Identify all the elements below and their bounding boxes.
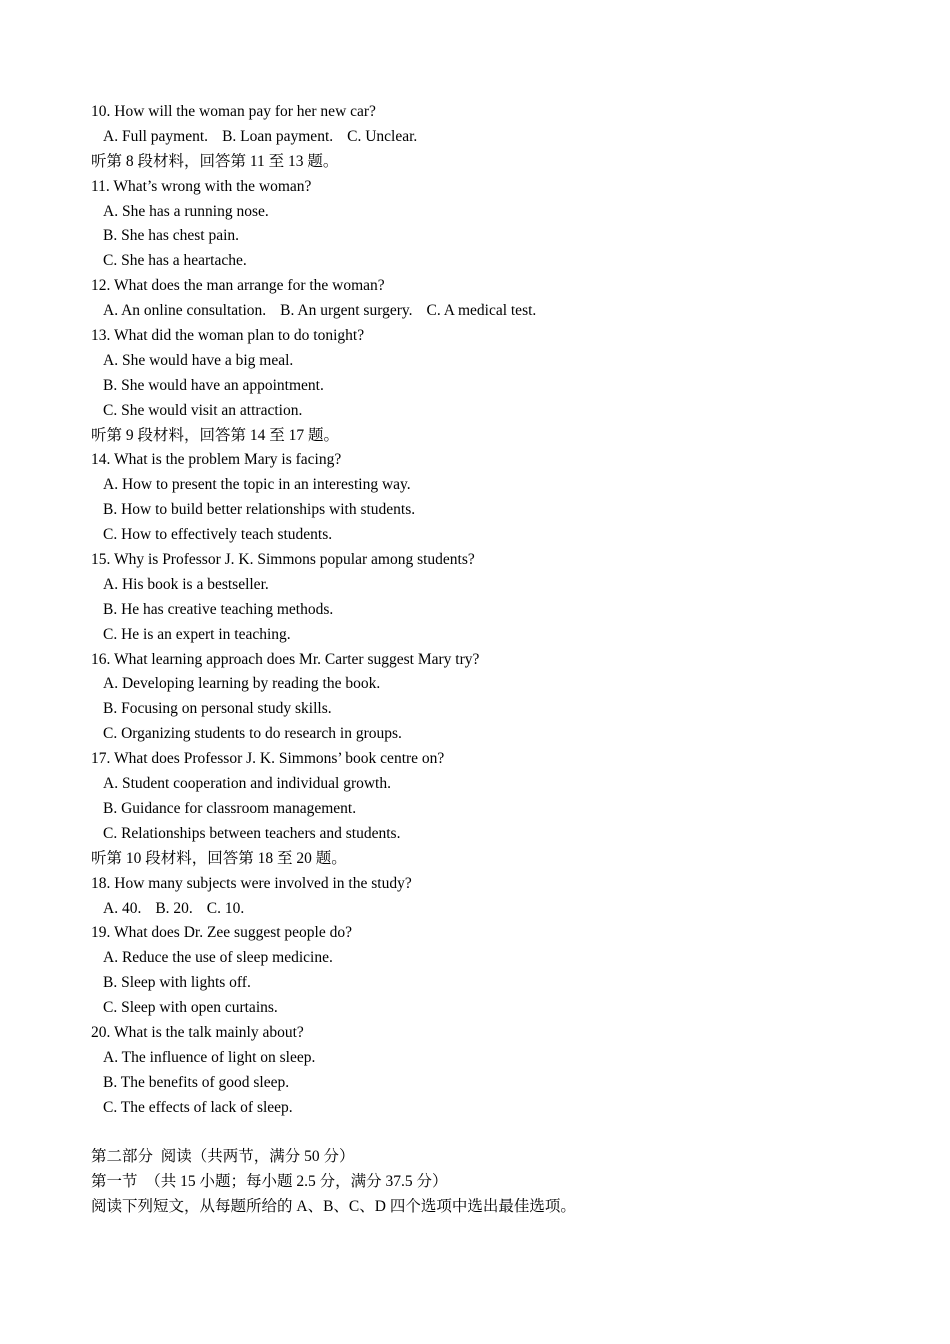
option-c: C. She has a heartache. — [103, 252, 247, 270]
option-a: A. How to present the topic in an interesting way. — [103, 476, 411, 494]
question-15-stem: 15. Why is Professor J. K. Simmons popular among students? — [91, 551, 475, 569]
question-16-stem: 16. What learning approach does Mr. Carter suggest Mary try? — [91, 650, 480, 668]
option-c: C. Relationships between teachers and students. — [103, 824, 401, 842]
part-2-instruction: 阅读下列短文，从每题所给的 A、B、C、D 四个选项中选出最佳选项。 — [91, 1198, 576, 1216]
option-c: C. How to effectively teach students. — [103, 526, 333, 544]
question-17-stem: 17. What does Professor J. K. Simmons’ book centre on? — [91, 750, 445, 768]
blank-line — [91, 1121, 911, 1146]
question-18-options — [91, 897, 911, 922]
option-a: A. The influence of light on sleep. — [103, 1048, 316, 1066]
question-10-stem: 10. How will the woman pay for her new car? — [91, 103, 376, 120]
option-b: B. Loan payment. — [222, 127, 334, 145]
option-b: B. She has chest pain. — [103, 227, 240, 245]
option-b: B. Focusing on personal study skills. — [103, 700, 332, 718]
section-8-instruction: 听第 8 段材料，回答第 11 至 13 题。 — [91, 152, 339, 170]
question-14-stem: 14. What is the problem Mary is facing? — [91, 451, 342, 469]
question-13-stem: 13. What did the woman plan to do tonight? — [91, 327, 365, 345]
option-b: B. The benefits of good sleep. — [103, 1073, 290, 1091]
option-b: B. Sleep with lights off. — [103, 974, 251, 992]
option-c: C. 10. — [206, 899, 245, 917]
option-c: C. A medical test. — [426, 302, 537, 320]
option-c: C. She would visit an attraction. — [103, 401, 303, 419]
exam-page — [91, 100, 911, 1220]
question-20-stem: 20. What is the talk mainly about? — [91, 1023, 304, 1041]
part-2-title: 第二部分 阅读（共两节，满分 50 分） — [91, 1148, 355, 1166]
question-12-stem: 12. What does the man arrange for the woman? — [91, 277, 385, 295]
option-a: A. She has a running nose. — [103, 202, 269, 220]
option-b: B. She would have an appointment. — [103, 376, 324, 394]
option-b: B. 20. — [155, 899, 193, 917]
option-a: A. Student cooperation and individual growth. — [103, 775, 391, 793]
option-c: C. Sleep with open curtains. — [103, 999, 278, 1017]
question-18-stem: 18. How many subjects were involved in the study? — [91, 874, 412, 892]
question-19-stem: 19. What does Dr. Zee suggest people do? — [91, 924, 352, 942]
option-a: A. 40. — [103, 899, 142, 917]
section-9-instruction: 听第 9 段材料，回答第 14 至 17 题。 — [91, 426, 340, 444]
question-11-stem: 11. What’s wrong with the woman? — [91, 177, 312, 195]
option-c: C. He is an expert in teaching. — [103, 625, 291, 643]
option-b: B. He has creative teaching methods. — [103, 600, 334, 618]
option-c: C. Unclear. — [347, 127, 418, 145]
option-c: C. Organizing students to do research in groups. — [103, 725, 402, 743]
option-a: A. Reduce the use of sleep medicine. — [103, 949, 333, 967]
question-10-options — [91, 125, 911, 150]
option-a: A. Full payment. — [103, 127, 209, 145]
section-10-instruction: 听第 10 段材料，回答第 18 至 20 题。 — [91, 849, 347, 867]
option-b: B. An urgent surgery. — [280, 302, 413, 320]
option-a: A. His book is a bestseller. — [103, 575, 269, 593]
option-a: A. An online consultation. — [103, 302, 267, 320]
option-a: A. Developing learning by reading the book. — [103, 675, 381, 693]
option-b: B. Guidance for classroom management. — [103, 799, 357, 817]
question-12-options — [91, 299, 911, 324]
option-b: B. How to build better relationships with students. — [103, 501, 416, 519]
option-c: C. The effects of lack of sleep. — [103, 1098, 293, 1116]
option-a: A. She would have a big meal. — [103, 351, 294, 369]
part-2-section-1-title: 第一节 （共 15 小题；每小题 2.5 分，满分 37.5 分） — [91, 1173, 448, 1191]
